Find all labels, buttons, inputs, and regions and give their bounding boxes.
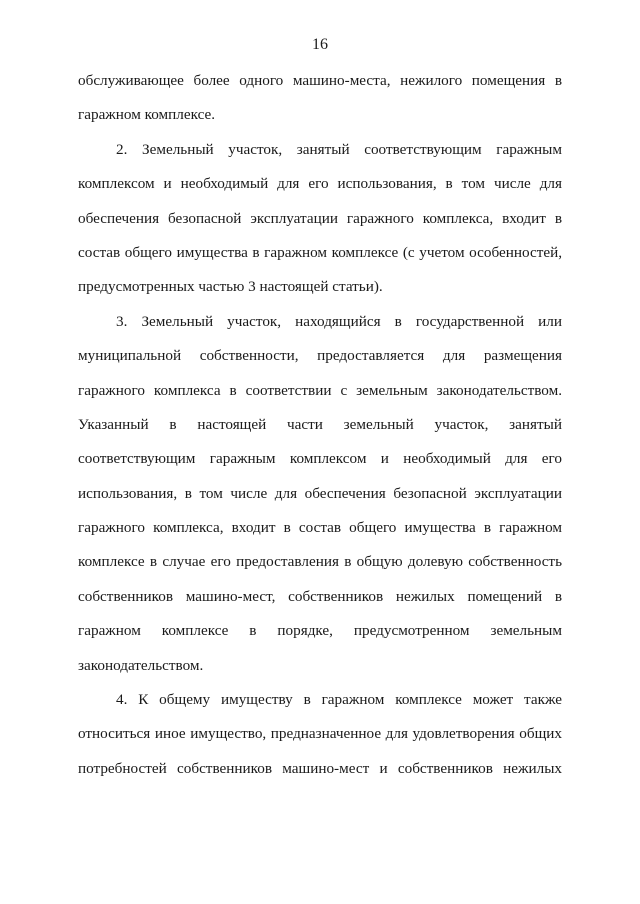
text-line: гаражного комплекса в соответствии с земельным законодательством. [78,381,562,399]
page-number: 16 [312,36,328,53]
text-line: состав общего имущества в гаражном комплексе (с учетом особенностей, [78,243,562,261]
text-line: относиться иное имущество, предназначенное для удовлетворения общих [78,725,562,743]
paragraph-4 [78,683,562,786]
text-line: использования, в том числе для обеспечения безопасной эксплуатации [78,484,562,502]
text-line: законодательством. [78,656,204,674]
text-line: 2. Земельный участок, занятый соответствующим гаражным [116,140,562,158]
text-line: 3. Земельный участок, находящийся в государственной или [116,312,562,330]
text-line: 4. К общему имуществу в гаражном комплексе может также [116,691,562,709]
text-line: комплексом и необходимый для его использования, в том числе для [78,175,562,193]
text-line: предусмотренных частью 3 настоящей статьи). [78,278,383,296]
paragraph-continuation [78,64,562,133]
text-line: муниципальной собственности, предоставляется для размещения [78,347,562,365]
text-line: потребностей собственников машино-мест и собственников нежилых [78,759,562,777]
text-line: обеспечения безопасной эксплуатации гаражного комплекса, входит в [78,209,562,227]
paragraph-3 [78,305,562,683]
text-line: Указанный в настоящей части земельный участок, занятый [78,415,562,433]
text-line: обслуживающее более одного машино-места, нежилого помещения в [78,72,562,89]
text-line: гаражного комплекса, входит в состав общего имущества в гаражном [78,519,562,537]
text-line: собственников машино-мест, собственников нежилых помещений в [78,587,562,605]
text-line: гаражном комплексе в порядке, предусмотренном земельным [78,622,562,640]
text-line: соответствующим гаражным комплексом и необходимый для его [78,450,562,468]
text-line: комплексе в случае его предоставления в общую долевую собственность [78,553,562,571]
document-body [78,64,562,786]
text-line: гаражном комплексе. [78,106,216,124]
paragraph-2 [78,133,562,305]
